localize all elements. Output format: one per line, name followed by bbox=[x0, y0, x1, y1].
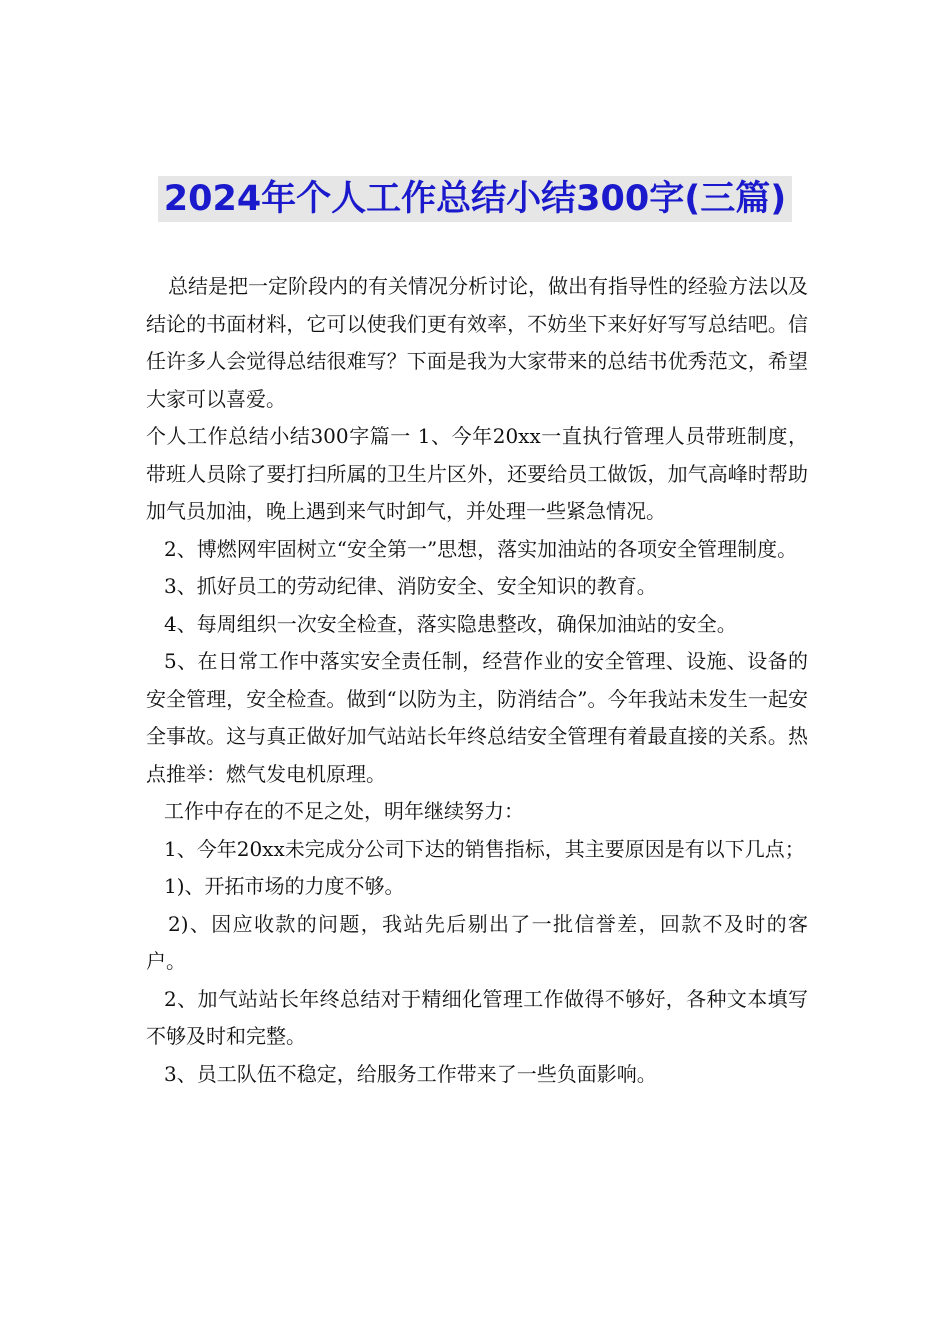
paragraph-item-2: 2、博燃网牢固树立“安全第一”思想，落实加油站的各项安全管理制度。 bbox=[164, 536, 798, 561]
intro-paragraph: 总结是把一定阶段内的有关情况分析讨论，做出有指导性的经验方法以及结论的书面材料，它可以使我们更有效率，不妨坐下来好好写写总结吧。信任许多人会觉得总结很难写？下面是我为大家带来的总结书优秀范文，希望大家可以喜爱。 bbox=[146, 274, 808, 411]
shortcoming-subitem-1: 1)、开拓市场的力度不够。 bbox=[164, 874, 405, 898]
paragraph-item-4: 4、每周组织一次安全检查，落实隐患整改，确保加油站的安全。 bbox=[164, 611, 737, 636]
paragraph-item-3: 3、抓好员工的劳动纪律、消防安全、安全知识的教育。 bbox=[164, 574, 657, 598]
document-title: 2024年个人工作总结小结300字(三篇) bbox=[158, 176, 792, 222]
title-container bbox=[0, 176, 950, 222]
shortcoming-subitem-2: 2)、因应收款的问题，我站先后剔出了一批信誉差，回款不及时的客户。 bbox=[146, 911, 808, 973]
shortcomings-heading: 工作中存在的不足之处，明年继续努力： bbox=[164, 799, 524, 823]
shortcoming-item-3: 3、员工队伍不稳定，给服务工作带来了一些负面影响。 bbox=[164, 1061, 657, 1086]
shortcoming-item-2: 2、加气站站长年终总结对于精细化管理工作做得不够好，各种文本填写不够及时和完整。 bbox=[146, 986, 808, 1048]
document-body bbox=[146, 268, 808, 1093]
paragraph-item-5: 5、在日常工作中落实安全责任制，经营作业的安全管理、设施、设备的安全管理，安全检查。做到“以防为主，防消结合”。今年我站未发生一起安全事故。这与真正做好加气站站长年终总结安全管理有着最直接的关系。热点推举：燃气发电机原理。 bbox=[146, 649, 808, 786]
shortcoming-item-1: 1、今年20xx未完成分公司下达的销售指标，其主要原因是有以下几点； bbox=[164, 836, 805, 861]
section-one-paragraph: 个人工作总结小结300字篇一 1、今年20xx一直执行管理人员带班制度，带班人员除了要打扫所属的卫生片区外，还要给员工做饭，加气高峰时帮助加气员加油，晚上遇到来气时卸气，并处理一些紧急情况。 bbox=[146, 424, 808, 523]
